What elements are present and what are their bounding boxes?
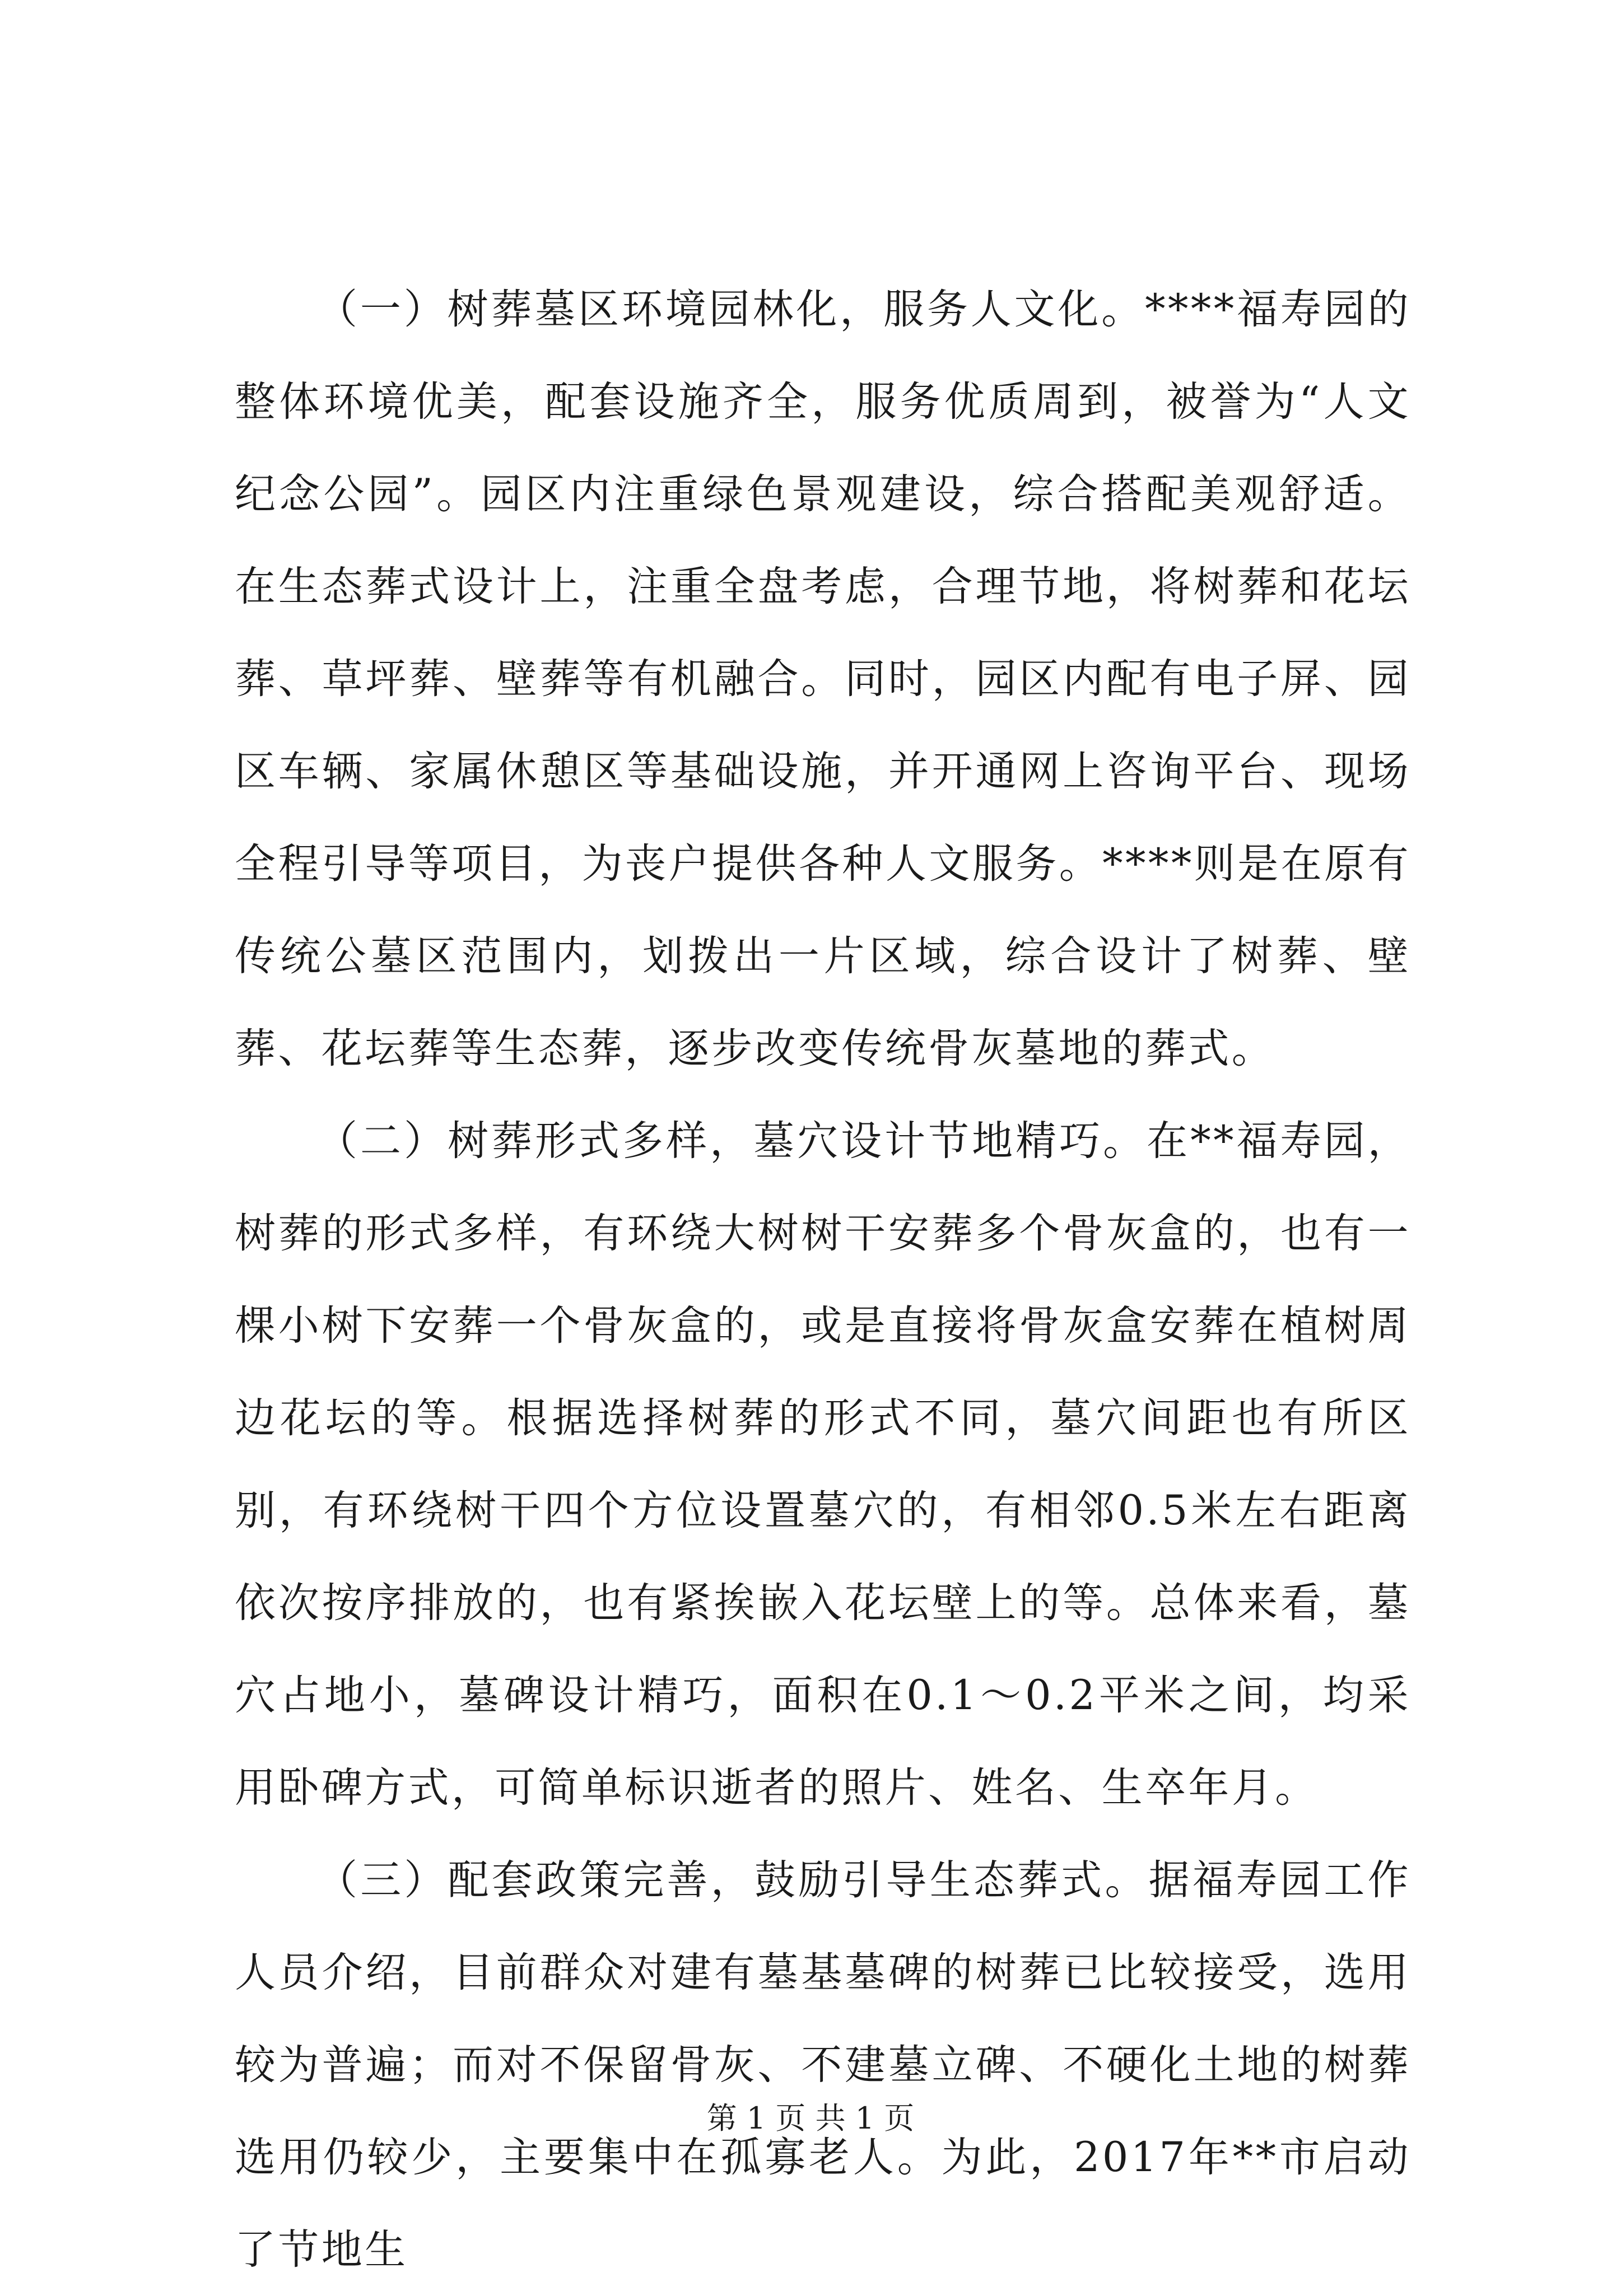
paragraph-section-1: （一）树葬墓区环境园林化，服务人文化。****福寿园的整体环境优美，配套设施齐全，服务优质周到，被誉为“人文纪念公园”。园区内注重绿色景观建设，综合搭配美观舒适。在生态葬式设计上，注重全盘考虑，合理节地，将树葬和花坛葬、草坪葬、壁葬等有机融合。同时，园区内配有电子屏、园区车辆、家属休憩区等基础设施，并开通网上咨询平台、现场全程引导等项目，为丧户提供各种人文服务。****则是在原有传统公墓区范围内，划拨出一片区域，综合设计了树葬、壁葬、花坛葬等生态葬，逐步改变传统骨灰墓地的葬式。 (235, 286, 1411, 1072)
page-footer: 第 1 页 共 1 页 (706, 2101, 915, 2136)
paragraph-section-3: （三）配套政策完善，鼓励引导生态葬式。据福寿园工作人员介绍，目前群众对建有墓基墓碑的树葬已比较接受，选用较为普遍；而对不保留骨灰、不建墓立碑、不硬化土地的树葬选用仍较少，主要集中在孤寡老人。为此，2017年**市启动了节地生 (235, 1856, 1411, 2274)
document-body (235, 263, 1411, 2296)
paragraph-section-2: （二）树葬形式多样，墓穴设计节地精巧。在**福寿园，树葬的形式多样，有环绕大树树干安葬多个骨灰盒的，也有一棵小树下安葬一个骨灰盒的，或是直接将骨灰盒安葬在植树周边花坛的等。根据选择树葬的形式不同，墓穴间距也有所区别，有环绕树干四个方位设置墓穴的，有相邻0.5米左右距离依次按序排放的，也有紧挨嵌入花坛壁上的等。总体来看，墓穴占地小，墓碑设计精巧，面积在0.1～0.2平米之间，均采用卧碑方式，可简单标识逝者的照片、姓名、生卒年月。 (235, 1117, 1411, 1812)
